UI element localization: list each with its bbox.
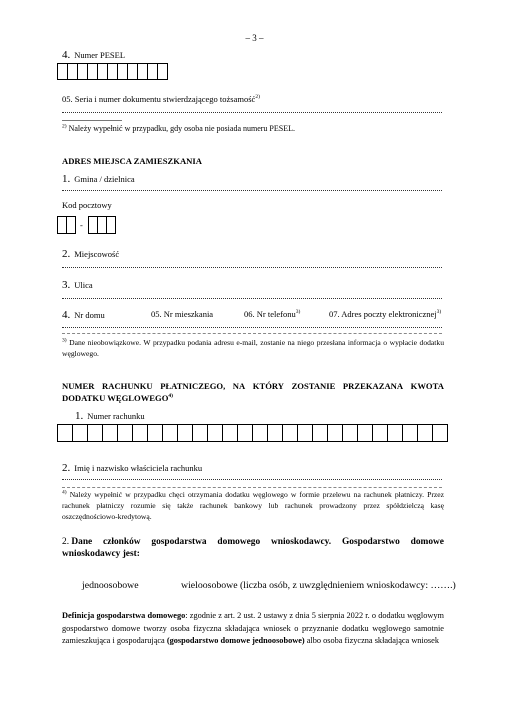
house-row-field[interactable]: [62, 327, 442, 328]
account-heading: NUMER RACHUNKU PŁATNICZEGO, NA KTÓRY ZOSTANIE PRZEKAZANA KWOTA DODATKU WĘGLOWEGO$^{4)}$: [62, 381, 444, 403]
account-digit-cell[interactable]: [312, 424, 328, 442]
account-number-input[interactable]: [57, 424, 448, 442]
pesel-label-row: [62, 45, 125, 63]
account-number-num: 1.: [75, 410, 84, 422]
owner-label: Imię i nazwisko właściciela rachunku: [74, 463, 203, 473]
account-digit-cell[interactable]: [72, 424, 88, 442]
household-definition: Definicja gospodarstwa domowego: zgodnie z art. 2 ust. 2 ustawy z dnia 5 sierpnia 2022 r. o dodatku węglowym gospodarstwo domowe tworzy osoba fizyczna składająca wniosek o przyznanie dodatku węglowego samotnie zamieszkująca i gospodarująca (gospodarstwo domowe jednoosobowe) albo osoba fizyczna składająca wniosek: [62, 611, 444, 646]
account-digit-cell[interactable]: [222, 424, 238, 442]
id-doc-footnote-ref: 2): [255, 94, 260, 101]
footnote-3: $^{3)}$ Dane nieobowiązkowe. W przypadku podania adresu e-mail, zostanie na niego przesłana informacja o wypłacie dodatku węglowego.: [62, 337, 444, 358]
account-digit-cell[interactable]: [177, 424, 193, 442]
owner-field[interactable]: [62, 479, 442, 480]
account-digit-cell[interactable]: [57, 424, 73, 442]
account-digit-cell[interactable]: [297, 424, 313, 442]
account-digit-cell[interactable]: [402, 424, 418, 442]
email-label: 07. Adres poczty elektronicznej$^{3)}$: [329, 309, 442, 319]
miejscowosc-number: 2.: [62, 248, 71, 260]
gmina-label-row: [62, 169, 135, 187]
option-single-person-label: jednoosobowe: [82, 580, 139, 591]
account-heading-line1: NUMER RACHUNKU PŁATNICZEGO, NA KTÓRY ZOSTANIE PRZEKAZANA KWOTA: [62, 381, 444, 391]
account-digit-cell[interactable]: [417, 424, 433, 442]
miejscowosc-field[interactable]: [62, 267, 442, 268]
account-digit-cell[interactable]: [432, 424, 448, 442]
account-digit-cell[interactable]: [87, 424, 103, 442]
pesel-input[interactable]: [57, 63, 168, 80]
option-multi-person[interactable]: [181, 580, 456, 591]
account-number-label: Numer rachunku: [87, 411, 145, 421]
account-heading-line2: DODATKU WĘGLOWEGO: [62, 393, 169, 403]
ulica-label-row: [62, 275, 93, 293]
account-digit-cell[interactable]: [267, 424, 283, 442]
postal-code-label: Kod pocztowy: [62, 200, 112, 210]
pesel-digit-cell[interactable]: [157, 63, 168, 80]
divider: [62, 487, 442, 488]
miejscowosc-label-row: [62, 244, 119, 262]
ulica-label: Ulica: [74, 280, 93, 290]
account-digit-cell[interactable]: [192, 424, 208, 442]
account-digit-cell[interactable]: [102, 424, 118, 442]
account-digit-cell[interactable]: [342, 424, 358, 442]
definition-term: Definicja gospodarstwa domowego: [62, 611, 186, 620]
account-digit-cell[interactable]: [162, 424, 178, 442]
account-digit-cell[interactable]: [117, 424, 133, 442]
address-heading: ADRES MIEJSCA ZAMIESZKANIA: [62, 156, 202, 166]
footnote-2: $^{2)}$ Należy wypełnić w przypadku, gdy osoba nie posiada numeru PESEL.: [62, 123, 295, 133]
definition-term-single: (gospodarstwo domowe jednoosobowe): [166, 636, 305, 646]
account-digit-cell[interactable]: [132, 424, 148, 442]
account-digit-cell[interactable]: [207, 424, 223, 442]
account-digit-cell[interactable]: [387, 424, 403, 442]
account-digit-cell[interactable]: [147, 424, 163, 442]
ulica-field[interactable]: [62, 298, 442, 299]
house-row-number: 4.: [62, 309, 71, 321]
id-document-field[interactable]: [62, 112, 442, 113]
household-line2: wnioskodawcy jest:: [62, 549, 140, 559]
gmina-number: 1.: [62, 173, 71, 185]
footnote-divider: [62, 120, 122, 121]
house-number-label-row: [62, 305, 105, 323]
account-digit-cell[interactable]: [357, 424, 373, 442]
pesel-number: 4.: [62, 49, 71, 61]
postal-code-part1[interactable]: [57, 216, 76, 234]
pesel-label: Numer PESEL: [74, 50, 126, 60]
account-number-label-row: [75, 406, 145, 424]
account-digit-cell[interactable]: [282, 424, 298, 442]
house-number-label: Nr domu: [74, 310, 105, 320]
gmina-field[interactable]: [62, 190, 442, 191]
account-digit-cell[interactable]: [252, 424, 268, 442]
account-digit-cell[interactable]: [372, 424, 388, 442]
household-line1: 2. Dane członków gospodarstwa domowego wnioskodawcy. Gospodarstwo domowe: [62, 537, 444, 547]
postal-code-part2[interactable]: [88, 216, 116, 234]
household-question: [62, 537, 444, 559]
owner-label-row: [62, 458, 202, 476]
account-digit-cell[interactable]: [237, 424, 253, 442]
miejscowosc-label: Miejscowość: [74, 249, 120, 259]
phone-label: 06. Nr telefonu$^{3)}$: [244, 309, 301, 319]
option-multi-person-label: wieloosobowe (liczba osób, z uwzględnieniem wnioskodawcy: …….): [181, 580, 456, 591]
account-digit-cell[interactable]: [327, 424, 343, 442]
owner-number: 2.: [62, 462, 71, 474]
ulica-number: 3.: [62, 279, 71, 291]
flat-number-label: 05. Nr mieszkania: [151, 309, 214, 319]
id-document-label: 05. Seria i numer dokumentu stwierdzającego tożsamość$^{2)}$: [62, 94, 260, 104]
postal-dash: -: [80, 220, 83, 230]
footnote-4: $^{4)}$ Należy wypełnić w przypadku chęci otrzymania dodatku węglowego w formie przelewu na rachunek płatniczy. Przez rachunek płatniczy rozumie się także rachunek bankowy lub rachunek prowadzony przez spółdzielczą kasę oszczędnościowo-kredytową.: [62, 489, 444, 521]
divider: [62, 333, 442, 334]
option-single-person[interactable]: [82, 580, 139, 591]
gmina-label: Gmina / dzielnica: [74, 174, 135, 184]
page-number: – 3 –: [245, 33, 264, 43]
